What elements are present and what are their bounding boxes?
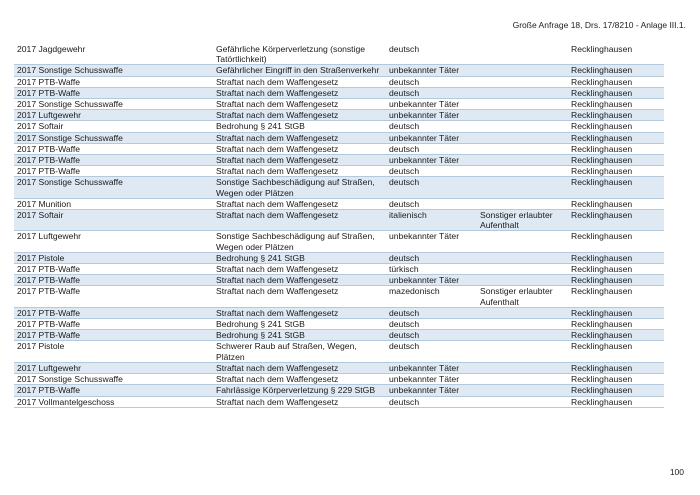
offense-cell: Sonstige Sachbeschädigung auf Straßen, Wegen oder Plätzen — [213, 231, 386, 252]
residence-status-cell — [477, 166, 568, 177]
year-weapon-cell: 2017 Luftgewehr — [14, 231, 213, 252]
offense-cell: Straftat nach dem Waffengesetz — [213, 307, 386, 318]
residence-status-cell — [477, 143, 568, 154]
district-cell: Recklinghausen — [568, 44, 664, 65]
offense-cell: Bedrohung § 241 StGB — [213, 319, 386, 330]
residence-status-cell — [477, 374, 568, 385]
district-cell: Recklinghausen — [568, 76, 664, 87]
nationality-cell: unbekannter Täter — [386, 385, 477, 396]
offense-cell: Gefährliche Körperverletzung (sonstige Tatörtlichkeit) — [213, 44, 386, 65]
residence-status-cell — [477, 110, 568, 121]
table-row — [14, 341, 664, 362]
district-cell: Recklinghausen — [568, 286, 664, 307]
district-cell: Recklinghausen — [568, 319, 664, 330]
nationality-cell: deutsch — [386, 44, 477, 65]
table-row — [14, 362, 664, 373]
offense-cell: Straftat nach dem Waffengesetz — [213, 198, 386, 209]
nationality-cell: deutsch — [386, 198, 477, 209]
nationality-cell: deutsch — [386, 143, 477, 154]
year-weapon-cell: 2017 Vollmantelgeschoss — [14, 396, 213, 407]
page-header: Große Anfrage 18, Drs. 17/8210 - Anlage III.1. — [512, 20, 686, 30]
nationality-cell: türkisch — [386, 264, 477, 275]
nationality-cell: deutsch — [386, 330, 477, 341]
district-cell: Recklinghausen — [568, 396, 664, 407]
table-row — [14, 275, 664, 286]
nationality-cell: deutsch — [386, 307, 477, 318]
residence-status-cell — [477, 362, 568, 373]
residence-status-cell — [477, 44, 568, 65]
nationality-cell: unbekannter Täter — [386, 231, 477, 252]
nationality-cell: unbekannter Täter — [386, 275, 477, 286]
table-row — [14, 143, 664, 154]
district-cell: Recklinghausen — [568, 121, 664, 132]
district-cell: Recklinghausen — [568, 143, 664, 154]
table-row — [14, 99, 664, 110]
offense-cell: Straftat nach dem Waffengesetz — [213, 99, 386, 110]
table-body — [14, 44, 664, 408]
year-weapon-cell: 2017 Luftgewehr — [14, 362, 213, 373]
residence-status-cell — [477, 307, 568, 318]
offense-cell: Straftat nach dem Waffengesetz — [213, 155, 386, 166]
table-row — [14, 132, 664, 143]
residence-status-cell — [477, 87, 568, 98]
district-cell: Recklinghausen — [568, 385, 664, 396]
offense-cell: Fahrlässige Körperverletzung § 229 StGB — [213, 385, 386, 396]
nationality-cell: unbekannter Täter — [386, 362, 477, 373]
nationality-cell: deutsch — [386, 121, 477, 132]
nationality-cell: deutsch — [386, 177, 477, 198]
year-weapon-cell: 2017 Softair — [14, 210, 213, 231]
table-row — [14, 307, 664, 318]
year-weapon-cell: 2017 PTB-Waffe — [14, 155, 213, 166]
offense-cell: Straftat nach dem Waffengesetz — [213, 210, 386, 231]
table-row — [14, 264, 664, 275]
year-weapon-cell: 2017 PTB-Waffe — [14, 286, 213, 307]
residence-status-cell — [477, 65, 568, 76]
year-weapon-cell: 2017 Softair — [14, 121, 213, 132]
district-cell: Recklinghausen — [568, 307, 664, 318]
nationality-cell: deutsch — [386, 166, 477, 177]
year-weapon-cell: 2017 PTB-Waffe — [14, 319, 213, 330]
offense-cell: Straftat nach dem Waffengesetz — [213, 396, 386, 407]
nationality-cell: deutsch — [386, 396, 477, 407]
offense-cell: Straftat nach dem Waffengesetz — [213, 132, 386, 143]
residence-status-cell — [477, 155, 568, 166]
table-row — [14, 231, 664, 252]
district-cell: Recklinghausen — [568, 132, 664, 143]
year-weapon-cell: 2017 Pistole — [14, 252, 213, 263]
nationality-cell: unbekannter Täter — [386, 374, 477, 385]
district-cell: Recklinghausen — [568, 362, 664, 373]
year-weapon-cell: 2017 PTB-Waffe — [14, 330, 213, 341]
residence-status-cell — [477, 341, 568, 362]
offense-cell: Sonstige Sachbeschädigung auf Straßen, Wegen oder Plätzen — [213, 177, 386, 198]
residence-status-cell — [477, 275, 568, 286]
table-row — [14, 396, 664, 407]
table-row — [14, 286, 664, 307]
year-weapon-cell: 2017 PTB-Waffe — [14, 166, 213, 177]
nationality-cell: unbekannter Täter — [386, 155, 477, 166]
nationality-cell: deutsch — [386, 76, 477, 87]
table-row — [14, 252, 664, 263]
offense-cell: Straftat nach dem Waffengesetz — [213, 275, 386, 286]
nationality-cell: unbekannter Täter — [386, 132, 477, 143]
year-weapon-cell: 2017 Sonstige Schusswaffe — [14, 177, 213, 198]
offense-cell: Straftat nach dem Waffengesetz — [213, 143, 386, 154]
residence-status-cell — [477, 252, 568, 263]
district-cell: Recklinghausen — [568, 110, 664, 121]
district-cell: Recklinghausen — [568, 65, 664, 76]
district-cell: Recklinghausen — [568, 198, 664, 209]
year-weapon-cell: 2017 Sonstige Schusswaffe — [14, 374, 213, 385]
table-row — [14, 198, 664, 209]
offense-cell: Straftat nach dem Waffengesetz — [213, 286, 386, 307]
offense-cell: Straftat nach dem Waffengesetz — [213, 374, 386, 385]
year-weapon-cell: 2017 Sonstige Schusswaffe — [14, 132, 213, 143]
residence-status-cell — [477, 330, 568, 341]
district-cell: Recklinghausen — [568, 275, 664, 286]
residence-status-cell — [477, 76, 568, 87]
nationality-cell: unbekannter Täter — [386, 65, 477, 76]
nationality-cell: mazedonisch — [386, 286, 477, 307]
offense-cell: Straftat nach dem Waffengesetz — [213, 87, 386, 98]
residence-status-cell — [477, 385, 568, 396]
district-cell: Recklinghausen — [568, 330, 664, 341]
district-cell: Recklinghausen — [568, 264, 664, 275]
year-weapon-cell: 2017 Sonstige Schusswaffe — [14, 65, 213, 76]
table-row — [14, 87, 664, 98]
residence-status-cell — [477, 132, 568, 143]
residence-status-cell — [477, 264, 568, 275]
table-row — [14, 65, 664, 76]
table-row — [14, 166, 664, 177]
offense-cell: Straftat nach dem Waffengesetz — [213, 264, 386, 275]
offense-cell: Bedrohung § 241 StGB — [213, 252, 386, 263]
residence-status-cell — [477, 231, 568, 252]
offense-cell: Schwerer Raub auf Straßen, Wegen, Plätzen — [213, 341, 386, 362]
year-weapon-cell: 2017 PTB-Waffe — [14, 76, 213, 87]
offense-cell: Bedrohung § 241 StGB — [213, 330, 386, 341]
table-row — [14, 44, 664, 65]
residence-status-cell — [477, 198, 568, 209]
district-cell: Recklinghausen — [568, 99, 664, 110]
year-weapon-cell: 2017 PTB-Waffe — [14, 307, 213, 318]
nationality-cell: italienisch — [386, 210, 477, 231]
year-weapon-cell: 2017 Sonstige Schusswaffe — [14, 99, 213, 110]
district-cell: Recklinghausen — [568, 87, 664, 98]
district-cell: Recklinghausen — [568, 210, 664, 231]
nationality-cell: deutsch — [386, 87, 477, 98]
district-cell: Recklinghausen — [568, 231, 664, 252]
residence-status-cell — [477, 99, 568, 110]
district-cell: Recklinghausen — [568, 252, 664, 263]
year-weapon-cell: 2017 Pistole — [14, 341, 213, 362]
residence-status-cell — [477, 177, 568, 198]
year-weapon-cell: 2017 Luftgewehr — [14, 110, 213, 121]
residence-status-cell: Sonstiger erlaubter Aufenthalt — [477, 286, 568, 307]
offense-cell: Bedrohung § 241 StGB — [213, 121, 386, 132]
district-cell: Recklinghausen — [568, 341, 664, 362]
district-cell: Recklinghausen — [568, 155, 664, 166]
residence-status-cell — [477, 396, 568, 407]
nationality-cell: unbekannter Täter — [386, 99, 477, 110]
page-number: 100 — [669, 467, 684, 477]
nationality-cell: deutsch — [386, 319, 477, 330]
offense-cell: Gefährlicher Eingriff in den Straßenverkehr — [213, 65, 386, 76]
table-row — [14, 210, 664, 231]
nationality-cell: deutsch — [386, 252, 477, 263]
offense-cell: Straftat nach dem Waffengesetz — [213, 76, 386, 87]
table-row — [14, 385, 664, 396]
residence-status-cell: Sonstiger erlaubter Aufenthalt — [477, 210, 568, 231]
table-row — [14, 110, 664, 121]
year-weapon-cell: 2017 PTB-Waffe — [14, 264, 213, 275]
year-weapon-cell: 2017 PTB-Waffe — [14, 143, 213, 154]
residence-status-cell — [477, 121, 568, 132]
district-cell: Recklinghausen — [568, 166, 664, 177]
district-cell: Recklinghausen — [568, 374, 664, 385]
year-weapon-cell: 2017 Munition — [14, 198, 213, 209]
data-table — [14, 43, 664, 408]
year-weapon-cell: 2017 PTB-Waffe — [14, 87, 213, 98]
table-row — [14, 177, 664, 198]
nationality-cell: deutsch — [386, 341, 477, 362]
table-row — [14, 319, 664, 330]
district-cell: Recklinghausen — [568, 177, 664, 198]
year-weapon-cell: 2017 Jagdgewehr — [14, 44, 213, 65]
offense-cell: Straftat nach dem Waffengesetz — [213, 110, 386, 121]
offense-cell: Straftat nach dem Waffengesetz — [213, 362, 386, 373]
table-row — [14, 155, 664, 166]
year-weapon-cell: 2017 PTB-Waffe — [14, 275, 213, 286]
table-row — [14, 76, 664, 87]
offense-cell: Straftat nach dem Waffengesetz — [213, 166, 386, 177]
data-table-container — [14, 43, 664, 408]
nationality-cell: unbekannter Täter — [386, 110, 477, 121]
table-row — [14, 330, 664, 341]
table-row — [14, 374, 664, 385]
residence-status-cell — [477, 319, 568, 330]
table-row — [14, 121, 664, 132]
year-weapon-cell: 2017 PTB-Waffe — [14, 385, 213, 396]
